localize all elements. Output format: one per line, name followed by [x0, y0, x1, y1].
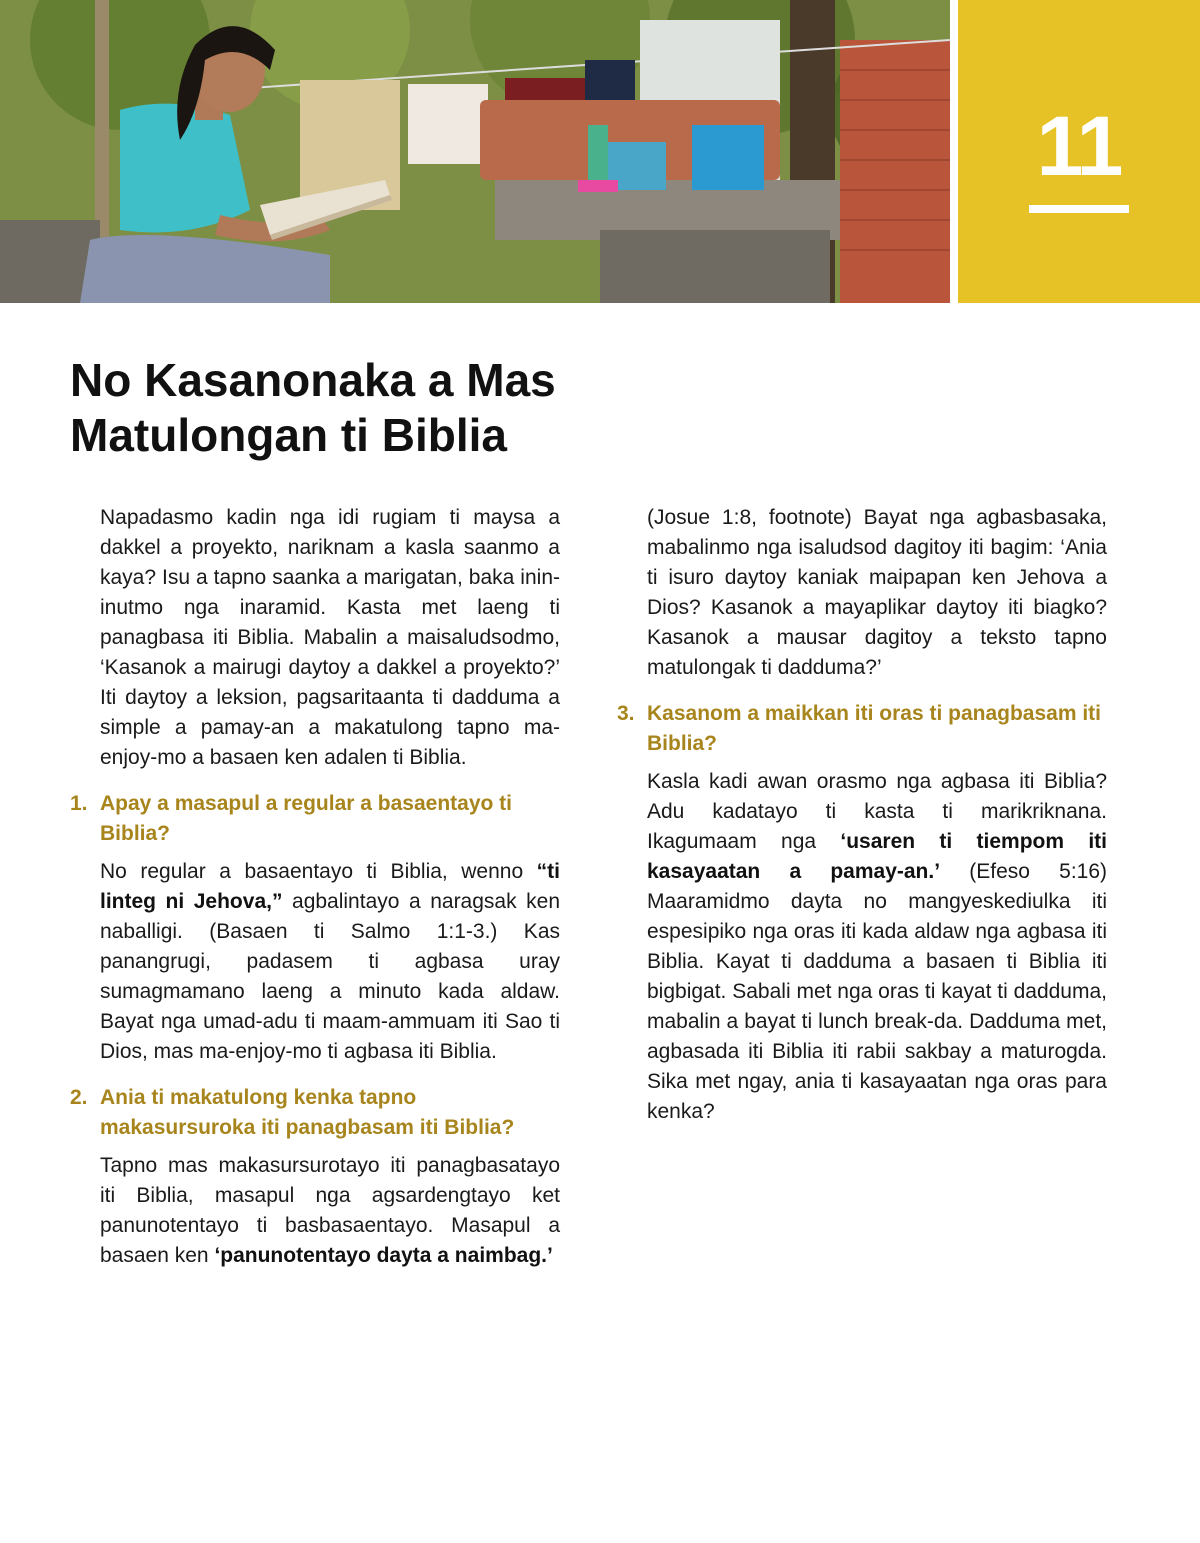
header-photo: [0, 0, 950, 303]
question-2: [70, 1083, 560, 1143]
question-1-number: 1.: [70, 792, 88, 815]
answer-2-part-1: Tapno mas makasursurotayo iti panagbasatayo iti Biblia, masapul nga agsardengtayo ket panunotentayo ti basbasaentayo. Masapul a basaen ken: [100, 1154, 560, 1267]
question-1: [70, 789, 560, 849]
answer-1-part-1: No regular a basaentayo ti Biblia, wenno: [100, 860, 537, 883]
answer-3: [617, 767, 1107, 1127]
woman-reading-bible-photo: [0, 0, 950, 303]
question-2-text: Ania ti makatulong kenka tapno makasursuroka iti panagbasam iti Biblia?: [100, 1086, 515, 1139]
page-title: No Kasanonaka a Mas Matulongan ti Biblia: [70, 354, 556, 461]
question-3-number: 3.: [617, 702, 635, 725]
lesson-number-underline: [1029, 205, 1129, 213]
question-3: [617, 699, 1107, 759]
answer-1-emphasis: “ti linteg ni Jehova,”: [100, 860, 560, 913]
answer-2-continued: (Josue 1:8, footnote) Bayat nga agbasbasaka, mabalinmo nga isaludsod dagitoy iti bagim: ‘Ania ti isuro daytoy kaniak maipapan ken Jehova a Dios? Kasanok a mayaplikar daytoy iti biagko? Kasanok a mausar dagitoy a teksto tapno matulongak ti dadduma?’: [647, 506, 1107, 679]
answer-1-part-2: agbalintayo a naragsak ken naballigi. (Basaen ti Salmo 1:1-3.) Kas panangrugi, padasem ti agbasa uray sumagmamano laeng a minuto kada aldaw. Bayat nga umad-adu ti maam-ammuam iti Sao ti Dios, mas ma-enjoy-mo ti agbasa iti Biblia.: [100, 890, 560, 1063]
answer-1: [70, 857, 560, 1067]
lesson-number-panel: [958, 0, 1200, 303]
answer-2-emphasis: ‘panunotentayo dayta a naimbag.’: [214, 1244, 553, 1267]
answer-3-part-2: (Efeso 5:16) Maaramidmo dayta no mangyeskediulka iti espesipiko nga oras iti kada aldaw nga agbasa iti Biblia. Kayat ti dadduma a basaen ti Biblia iti bigbigat. Sabali met nga oras ti kayat ti dadduma, mabalin a bayat ti lunch break-da. Dadduma met, agbasada iti Biblia iti rabii sakbay a maturogda. Sika met ngay, ania ti kasayaatan nga oras para kenka?: [647, 860, 1108, 1123]
answer-3-emphasis: ‘usaren ti tiempom iti kasayaatan a pamay-an.’: [647, 830, 1107, 883]
question-2-number: 2.: [70, 1086, 88, 1109]
answer-2: [70, 1151, 560, 1271]
intro-paragraph: Napadasmo kadin nga idi rugiam ti maysa a dakkel a proyekto, nariknam a kasla saanmo a kaya? Isu a tapno saanka a marigatan, baka inin-inutmo nga inaramid. Kasta met laeng ti panagbasa iti Biblia. Mabalin a maisaludsodmo, ‘Kasanok a mairugi daytoy a dakkel a proyekto?’ Iti daytoy a leksion, pagsaritaanta ti dadduma a simple a pamay-an a makatulong tapno ma-enjoy-mo a basaen ken adalen ti Biblia.: [100, 506, 560, 769]
right-column: [617, 503, 1107, 1141]
question-1-text: Apay a masapul a regular a basaentayo ti Biblia?: [100, 792, 513, 845]
question-3-text: Kasanom a maikkan iti oras ti panagbasam iti Biblia?: [647, 702, 1101, 755]
answer-3-part-1: Kasla kadi awan orasmo nga agbasa iti Biblia? Adu kadatayo ti kasta ti marikriknana. Ikagumaam nga: [647, 770, 1107, 853]
left-column: [70, 503, 560, 1285]
lesson-number: 11: [1036, 99, 1122, 193]
